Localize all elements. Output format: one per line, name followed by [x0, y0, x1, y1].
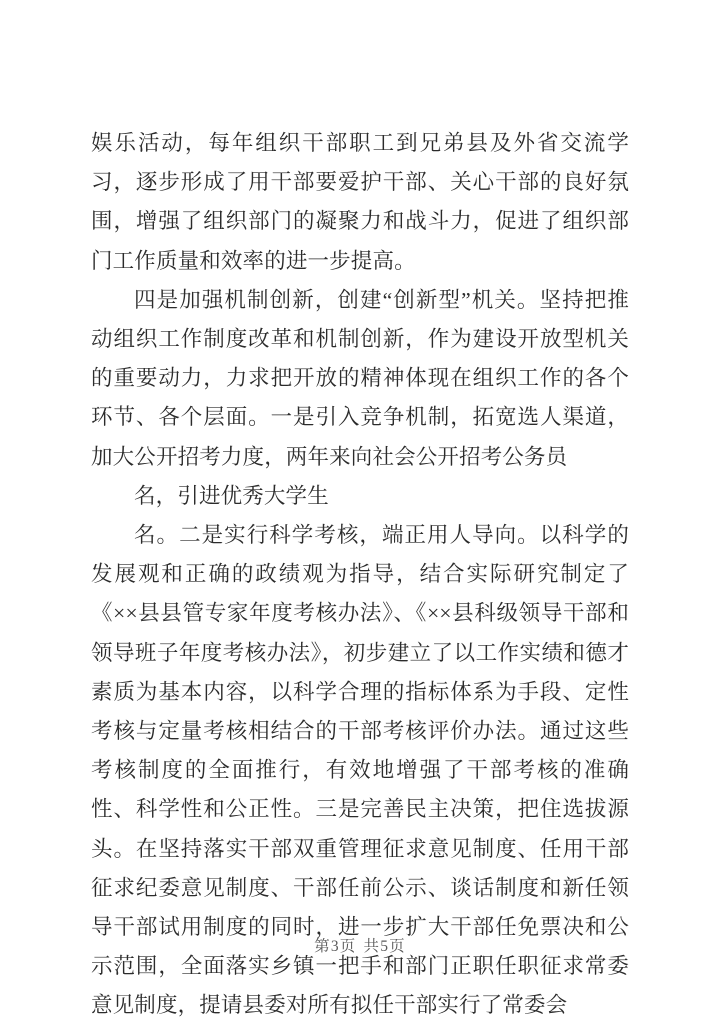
footer-total-number: 5 — [380, 938, 390, 955]
footer-total-unit: 页 — [389, 938, 406, 955]
footer-page-unit: 页 — [339, 938, 357, 955]
paragraph-mechanism-innovation: 四是加强机制创新，创建“创新型”机关。坚持把推动组织工作制度改革和机制创新，作为建设开放型机关的重要动力，力求把开放的精神体现在组织工作的各个环节、各个层面。一是引入竞争机制，拓宽选人渠道，加大公开招考力度，两年来向社会公开招考公务员 — [91, 287, 629, 469]
document-body — [91, 124, 629, 1018]
footer-current-prefix: 第 — [314, 938, 331, 955]
footer-page-indicator — [314, 936, 406, 958]
page-footer — [0, 936, 720, 958]
footer-current-number: 3 — [330, 938, 340, 955]
footer-total-prefix: 共 — [363, 938, 381, 955]
paragraph-continuation: 娱乐活动，每年组织干部职工到兄弟县及外省交流学习，逐步形成了用干部要爱护干部、关心干部的良好氛围，增强了组织部门的凝聚力和战斗力，促进了组织部门工作质量和效率的进一步提高。 — [91, 131, 629, 273]
paragraph-recruit-students: 名，引进优秀大学生 — [134, 483, 329, 508]
page-header-blank — [0, 0, 720, 120]
paragraph-scientific-assessment: 名。二是实行科学考核，端正用人导向。以科学的发展观和正确的政绩观为指导，结合实际研究制定了《××县县管专家年度考核办法》、《××县科级领导干部和领导班子年度考核办法》，初步建立了以工作实绩和德才素质为基本内容，以科学合理的指标体系为手段、定性考核与定量考核相结合的干部考核评价办法。通过这些考核制度的全面推行，有效地增强了干部考核的准确性、科学性和公正性。三是完善民主决策，把住选拔源头。在坚持落实干部双重管理征求意见制度、任用干部征求纪委意见制度、干部任前公示、谈话制度和新任领导干部试用制度的同时，进一步扩大干部任免票决和公示范围，全面落实乡镇一把手和部门正职任职征求常委意见制度，提请县委对所有拟任干部实行了常委会 — [91, 523, 629, 1018]
